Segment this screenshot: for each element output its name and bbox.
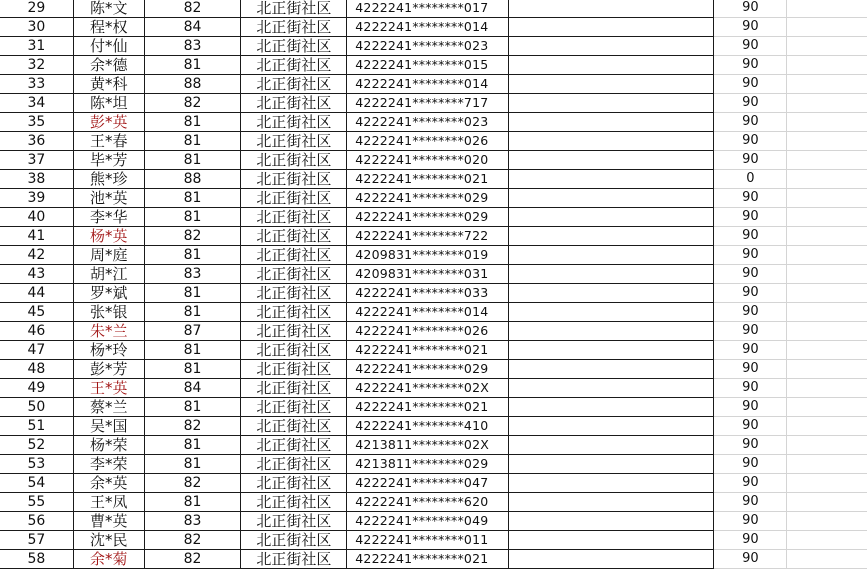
table-row	[0, 151, 867, 170]
table-row	[0, 341, 867, 360]
amount-cell[interactable]: 90	[714, 56, 787, 75]
table-row	[0, 284, 867, 303]
name-cell[interactable]: 王*凤	[73, 493, 144, 512]
empty-cell[interactable]	[509, 189, 714, 208]
table-row	[0, 550, 867, 569]
row-number-cell[interactable]: 32	[0, 56, 73, 75]
id-number-cell[interactable]: 4222241********722	[347, 227, 509, 246]
name-cell[interactable]: 曹*英	[73, 512, 144, 531]
empty-cell[interactable]	[787, 512, 867, 531]
empty-cell[interactable]	[509, 303, 714, 322]
name-cell[interactable]: 彭*芳	[73, 360, 144, 379]
row-number-cell[interactable]: 29	[0, 0, 73, 18]
empty-cell[interactable]	[509, 113, 714, 132]
amount-cell[interactable]: 90	[714, 284, 787, 303]
name-cell[interactable]: 熊*珍	[73, 170, 144, 189]
table-row	[0, 170, 867, 189]
name-cell[interactable]: 李*荣	[73, 455, 144, 474]
name-cell[interactable]: 王*英	[73, 379, 144, 398]
community-cell[interactable]: 北正街社区	[241, 512, 347, 531]
empty-cell[interactable]	[787, 132, 867, 151]
amount-cell[interactable]: 90	[714, 132, 787, 151]
id-number-cell[interactable]: 4222241********620	[347, 493, 509, 512]
empty-cell[interactable]	[509, 75, 714, 94]
empty-cell[interactable]	[787, 75, 867, 94]
community-cell[interactable]: 北正街社区	[241, 436, 347, 455]
empty-cell[interactable]	[509, 398, 714, 417]
table-row	[0, 227, 867, 246]
empty-cell[interactable]	[509, 284, 714, 303]
id-number-cell[interactable]: 4222241********029	[347, 208, 509, 227]
name-cell[interactable]: 胡*江	[73, 265, 144, 284]
amount-cell[interactable]: 90	[714, 436, 787, 455]
amount-cell[interactable]: 90	[714, 246, 787, 265]
id-number-cell[interactable]: 4222241********021	[347, 550, 509, 569]
empty-cell[interactable]	[787, 531, 867, 550]
table-row	[0, 94, 867, 113]
row-number-cell[interactable]: 38	[0, 170, 73, 189]
community-cell[interactable]: 北正街社区	[241, 18, 347, 37]
community-cell[interactable]: 北正街社区	[241, 493, 347, 512]
empty-cell[interactable]	[509, 379, 714, 398]
empty-cell[interactable]	[509, 208, 714, 227]
empty-cell[interactable]	[509, 322, 714, 341]
name-cell[interactable]: 余*菊	[73, 550, 144, 569]
row-number-cell[interactable]: 35	[0, 113, 73, 132]
community-cell[interactable]: 北正街社区	[241, 94, 347, 113]
age-cell[interactable]: 81	[144, 341, 241, 360]
empty-cell[interactable]	[509, 0, 714, 18]
table-row	[0, 512, 867, 531]
community-cell[interactable]: 北正街社区	[241, 531, 347, 550]
name-cell[interactable]: 池*英	[73, 189, 144, 208]
table-row	[0, 208, 867, 227]
age-cell[interactable]: 84	[144, 379, 241, 398]
row-number-cell[interactable]: 31	[0, 37, 73, 56]
name-cell[interactable]: 陈*坦	[73, 94, 144, 113]
age-cell[interactable]: 81	[144, 56, 241, 75]
name-cell[interactable]: 黄*科	[73, 75, 144, 94]
age-cell[interactable]: 81	[144, 189, 241, 208]
id-number-cell[interactable]: 4222241********023	[347, 113, 509, 132]
amount-cell[interactable]: 90	[714, 493, 787, 512]
table-row	[0, 265, 867, 284]
amount-cell[interactable]: 90	[714, 417, 787, 436]
community-cell[interactable]: 北正街社区	[241, 132, 347, 151]
table-row	[0, 398, 867, 417]
table-row	[0, 417, 867, 436]
id-number-cell[interactable]: 4222241********029	[347, 360, 509, 379]
amount-cell[interactable]: 90	[714, 303, 787, 322]
row-number-cell[interactable]: 33	[0, 75, 73, 94]
empty-cell[interactable]	[787, 322, 867, 341]
row-number-cell[interactable]: 57	[0, 531, 73, 550]
name-cell[interactable]: 李*华	[73, 208, 144, 227]
age-cell[interactable]: 87	[144, 322, 241, 341]
empty-cell[interactable]	[787, 151, 867, 170]
id-number-cell[interactable]: 4222241********410	[347, 417, 509, 436]
age-cell[interactable]: 81	[144, 246, 241, 265]
age-cell[interactable]: 88	[144, 170, 241, 189]
name-cell[interactable]: 付*仙	[73, 37, 144, 56]
id-number-cell[interactable]: 4222241********014	[347, 303, 509, 322]
community-cell[interactable]: 北正街社区	[241, 227, 347, 246]
amount-cell[interactable]: 90	[714, 189, 787, 208]
community-cell[interactable]: 北正街社区	[241, 417, 347, 436]
id-number-cell[interactable]: 4222241********026	[347, 132, 509, 151]
row-number-cell[interactable]: 37	[0, 151, 73, 170]
id-number-cell[interactable]: 4213811********02X	[347, 436, 509, 455]
empty-cell[interactable]	[509, 170, 714, 189]
community-cell[interactable]: 北正街社区	[241, 360, 347, 379]
table-row	[0, 303, 867, 322]
row-number-cell[interactable]: 54	[0, 474, 73, 493]
age-cell[interactable]: 83	[144, 37, 241, 56]
age-cell[interactable]: 84	[144, 18, 241, 37]
empty-cell[interactable]	[787, 493, 867, 512]
id-number-cell[interactable]: 4222241********717	[347, 94, 509, 113]
community-cell[interactable]: 北正街社区	[241, 322, 347, 341]
name-cell[interactable]: 杨*玲	[73, 341, 144, 360]
empty-cell[interactable]	[509, 18, 714, 37]
empty-cell[interactable]	[787, 550, 867, 569]
table-row	[0, 246, 867, 265]
id-number-cell[interactable]: 4222241********033	[347, 284, 509, 303]
empty-cell[interactable]	[787, 284, 867, 303]
table-row	[0, 379, 867, 398]
community-cell[interactable]: 北正街社区	[241, 170, 347, 189]
row-number-cell[interactable]: 40	[0, 208, 73, 227]
row-number-cell[interactable]: 36	[0, 132, 73, 151]
age-cell[interactable]: 81	[144, 284, 241, 303]
empty-cell[interactable]	[787, 455, 867, 474]
row-number-cell[interactable]: 30	[0, 18, 73, 37]
community-cell[interactable]: 北正街社区	[241, 341, 347, 360]
id-number-cell[interactable]: 4222241********017	[347, 0, 509, 18]
row-number-cell[interactable]: 41	[0, 227, 73, 246]
name-cell[interactable]: 吴*国	[73, 417, 144, 436]
community-cell[interactable]: 北正街社区	[241, 246, 347, 265]
name-cell[interactable]: 沈*民	[73, 531, 144, 550]
row-number-cell[interactable]: 55	[0, 493, 73, 512]
id-number-cell[interactable]: 4222241********026	[347, 322, 509, 341]
row-number-cell[interactable]: 46	[0, 322, 73, 341]
name-cell[interactable]: 毕*芳	[73, 151, 144, 170]
age-cell[interactable]: 81	[144, 360, 241, 379]
table-row	[0, 189, 867, 208]
id-number-cell[interactable]: 4222241********047	[347, 474, 509, 493]
table-row	[0, 0, 867, 18]
empty-cell[interactable]	[787, 0, 867, 18]
age-cell[interactable]: 81	[144, 208, 241, 227]
id-number-cell[interactable]: 4209831********019	[347, 246, 509, 265]
amount-cell[interactable]: 90	[714, 75, 787, 94]
id-number-cell[interactable]: 4222241********021	[347, 170, 509, 189]
row-number-cell[interactable]: 42	[0, 246, 73, 265]
table-row	[0, 75, 867, 94]
table-row	[0, 18, 867, 37]
amount-cell[interactable]: 90	[714, 341, 787, 360]
age-cell[interactable]: 82	[144, 0, 241, 18]
row-number-cell[interactable]: 49	[0, 379, 73, 398]
community-cell[interactable]: 北正街社区	[241, 455, 347, 474]
community-cell[interactable]: 北正街社区	[241, 265, 347, 284]
id-number-cell[interactable]: 4222241********029	[347, 189, 509, 208]
empty-cell[interactable]	[509, 227, 714, 246]
name-cell[interactable]: 蔡*兰	[73, 398, 144, 417]
community-cell[interactable]: 北正街社区	[241, 284, 347, 303]
amount-cell[interactable]: 90	[714, 531, 787, 550]
name-cell[interactable]: 王*春	[73, 132, 144, 151]
name-cell[interactable]: 陈*文	[73, 0, 144, 18]
age-cell[interactable]: 82	[144, 550, 241, 569]
empty-cell[interactable]	[509, 94, 714, 113]
empty-cell[interactable]	[509, 341, 714, 360]
empty-cell[interactable]	[509, 151, 714, 170]
id-number-cell[interactable]: 4222241********021	[347, 341, 509, 360]
empty-cell[interactable]	[787, 265, 867, 284]
empty-cell[interactable]	[509, 417, 714, 436]
name-cell[interactable]: 杨*荣	[73, 436, 144, 455]
table-row	[0, 113, 867, 132]
age-cell[interactable]: 82	[144, 474, 241, 493]
age-cell[interactable]: 81	[144, 436, 241, 455]
row-number-cell[interactable]: 51	[0, 417, 73, 436]
row-number-cell[interactable]: 44	[0, 284, 73, 303]
age-cell[interactable]: 82	[144, 94, 241, 113]
table-row	[0, 322, 867, 341]
table-row	[0, 37, 867, 56]
amount-cell[interactable]: 90	[714, 455, 787, 474]
id-number-cell[interactable]: 4213811********029	[347, 455, 509, 474]
row-number-cell[interactable]: 45	[0, 303, 73, 322]
empty-cell[interactable]	[787, 303, 867, 322]
empty-cell[interactable]	[509, 493, 714, 512]
empty-cell[interactable]	[509, 550, 714, 569]
amount-cell[interactable]: 90	[714, 379, 787, 398]
empty-cell[interactable]	[509, 132, 714, 151]
row-number-cell[interactable]: 39	[0, 189, 73, 208]
amount-cell[interactable]: 90	[714, 550, 787, 569]
empty-cell[interactable]	[787, 417, 867, 436]
id-number-cell[interactable]: 4222241********021	[347, 398, 509, 417]
empty-cell[interactable]	[787, 227, 867, 246]
community-cell[interactable]: 北正街社区	[241, 379, 347, 398]
community-cell[interactable]: 北正街社区	[241, 208, 347, 227]
id-number-cell[interactable]: 4222241********014	[347, 75, 509, 94]
row-number-cell[interactable]: 34	[0, 94, 73, 113]
name-cell[interactable]: 张*银	[73, 303, 144, 322]
row-number-cell[interactable]: 43	[0, 265, 73, 284]
empty-cell[interactable]	[509, 455, 714, 474]
amount-cell[interactable]: 90	[714, 0, 787, 18]
empty-cell[interactable]	[509, 37, 714, 56]
name-cell[interactable]: 余*英	[73, 474, 144, 493]
empty-cell[interactable]	[509, 531, 714, 550]
name-cell[interactable]: 彭*英	[73, 113, 144, 132]
empty-cell[interactable]	[787, 341, 867, 360]
id-number-cell[interactable]: 4222241********014	[347, 18, 509, 37]
name-cell[interactable]: 朱*兰	[73, 322, 144, 341]
age-cell[interactable]: 81	[144, 455, 241, 474]
row-number-cell[interactable]: 56	[0, 512, 73, 531]
row-number-cell[interactable]: 48	[0, 360, 73, 379]
empty-cell[interactable]	[787, 246, 867, 265]
community-cell[interactable]: 北正街社区	[241, 56, 347, 75]
name-cell[interactable]: 程*权	[73, 18, 144, 37]
row-number-cell[interactable]: 53	[0, 455, 73, 474]
community-cell[interactable]: 北正街社区	[241, 75, 347, 94]
empty-cell[interactable]	[787, 37, 867, 56]
table-row	[0, 531, 867, 550]
empty-cell[interactable]	[787, 18, 867, 37]
community-cell[interactable]: 北正街社区	[241, 37, 347, 56]
empty-cell[interactable]	[509, 360, 714, 379]
empty-cell[interactable]	[787, 436, 867, 455]
id-number-cell[interactable]: 4209831********031	[347, 265, 509, 284]
amount-cell[interactable]: 0	[714, 170, 787, 189]
table-row	[0, 360, 867, 379]
community-cell[interactable]: 北正街社区	[241, 151, 347, 170]
table-row	[0, 493, 867, 512]
age-cell[interactable]: 83	[144, 265, 241, 284]
empty-cell[interactable]	[509, 474, 714, 493]
age-cell[interactable]: 81	[144, 398, 241, 417]
amount-cell[interactable]: 90	[714, 398, 787, 417]
empty-cell[interactable]	[509, 436, 714, 455]
empty-cell[interactable]	[787, 379, 867, 398]
amount-cell[interactable]: 90	[714, 208, 787, 227]
age-cell[interactable]: 81	[144, 493, 241, 512]
amount-cell[interactable]: 90	[714, 94, 787, 113]
empty-cell[interactable]	[509, 512, 714, 531]
amount-cell[interactable]: 90	[714, 37, 787, 56]
age-cell[interactable]: 81	[144, 151, 241, 170]
amount-cell[interactable]: 90	[714, 151, 787, 170]
name-cell[interactable]: 余*德	[73, 56, 144, 75]
community-cell[interactable]: 北正街社区	[241, 0, 347, 18]
amount-cell[interactable]: 90	[714, 512, 787, 531]
row-number-cell[interactable]: 50	[0, 398, 73, 417]
id-number-cell[interactable]: 4222241********02X	[347, 379, 509, 398]
age-cell[interactable]: 81	[144, 113, 241, 132]
community-cell[interactable]: 北正街社区	[241, 398, 347, 417]
age-cell[interactable]: 83	[144, 512, 241, 531]
community-cell[interactable]: 北正街社区	[241, 189, 347, 208]
empty-cell[interactable]	[787, 170, 867, 189]
amount-cell[interactable]: 90	[714, 18, 787, 37]
table-row	[0, 56, 867, 75]
table-row	[0, 455, 867, 474]
age-cell[interactable]: 88	[144, 75, 241, 94]
table-row	[0, 132, 867, 151]
id-number-cell[interactable]: 4222241********023	[347, 37, 509, 56]
amount-cell[interactable]: 90	[714, 227, 787, 246]
name-cell[interactable]: 周*庭	[73, 246, 144, 265]
empty-cell[interactable]	[787, 113, 867, 132]
name-cell[interactable]: 罗*斌	[73, 284, 144, 303]
id-number-cell[interactable]: 4222241********020	[347, 151, 509, 170]
name-cell[interactable]: 杨*英	[73, 227, 144, 246]
empty-cell[interactable]	[509, 56, 714, 75]
amount-cell[interactable]: 90	[714, 360, 787, 379]
table-row	[0, 474, 867, 493]
empty-cell[interactable]	[509, 265, 714, 284]
empty-cell[interactable]	[787, 398, 867, 417]
community-cell[interactable]: 北正街社区	[241, 550, 347, 569]
id-number-cell[interactable]: 4222241********011	[347, 531, 509, 550]
empty-cell[interactable]	[787, 474, 867, 493]
amount-cell[interactable]: 90	[714, 265, 787, 284]
empty-cell[interactable]	[787, 94, 867, 113]
id-number-cell[interactable]: 4222241********049	[347, 512, 509, 531]
empty-cell[interactable]	[787, 56, 867, 75]
empty-cell[interactable]	[787, 189, 867, 208]
row-number-cell[interactable]: 47	[0, 341, 73, 360]
community-cell[interactable]: 北正街社区	[241, 303, 347, 322]
row-number-cell[interactable]: 58	[0, 550, 73, 569]
empty-cell[interactable]	[787, 360, 867, 379]
age-cell[interactable]: 81	[144, 303, 241, 322]
id-number-cell[interactable]: 4222241********015	[347, 56, 509, 75]
amount-cell[interactable]: 90	[714, 113, 787, 132]
community-cell[interactable]: 北正街社区	[241, 474, 347, 493]
row-number-cell[interactable]: 52	[0, 436, 73, 455]
table-row	[0, 436, 867, 455]
amount-cell[interactable]: 90	[714, 322, 787, 341]
amount-cell[interactable]: 90	[714, 474, 787, 493]
age-cell[interactable]: 81	[144, 132, 241, 151]
empty-cell[interactable]	[509, 246, 714, 265]
age-cell[interactable]: 82	[144, 531, 241, 550]
empty-cell[interactable]	[787, 208, 867, 227]
age-cell[interactable]: 82	[144, 227, 241, 246]
age-cell[interactable]: 82	[144, 417, 241, 436]
community-cell[interactable]: 北正街社区	[241, 113, 347, 132]
